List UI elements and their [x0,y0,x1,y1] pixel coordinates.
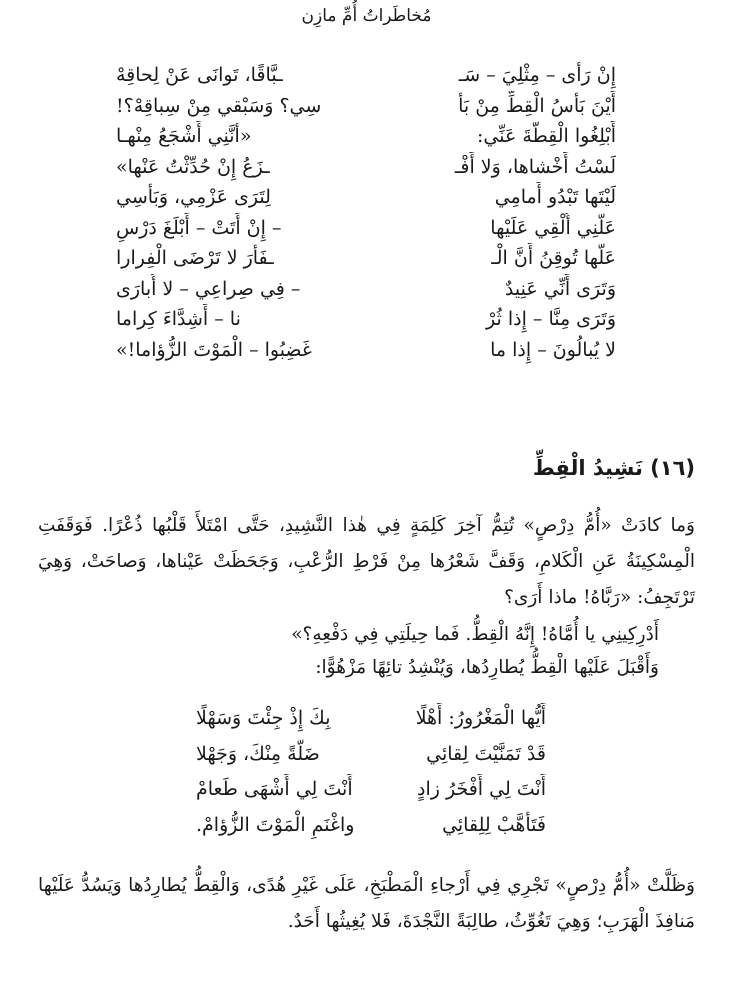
poem-cat-song [0,703,733,845]
verse [0,182,733,213]
verse-first-hemistich: لَسْتُ أَخْشاها، وَلا أَفْـ [454,155,616,178]
verse-first-hemistich: عَلَّها تُوقِنُ أَنَّ الْـ [491,247,616,269]
verse [0,152,733,183]
verse-second-hemistich: بِكَ إِذْ جِئْتَ وَسَهْلًا [196,707,331,729]
verse-second-hemistich: واغْنَمِ الْمَوْتَ الزُّؤامْ. [196,813,355,836]
running-header: مُخاطَراتُ أُمِّ مازِن [301,6,432,26]
verse-second-hemistich: ـزَعُ إِنْ حُدِّثْتُ عَنْها» [116,155,270,178]
verse-first-hemistich: أَيْنَ بَأْسُ الْقِطِّ مِنْ بَأْ [458,94,616,117]
verse-first-hemistich: لا يُبالُونَ – إِذا ما [490,338,616,361]
verse-first-hemistich: أَبْلِغُوا الْقِطَّةَ عَنِّي: [477,125,616,147]
verse-first-hemistich: وَتَرَى مِنَّا – إِذا ثُرْ [486,308,616,330]
verse-second-hemistich: غَضِبُوا – الْمَوْتَ الزُّؤاما!» [116,338,312,361]
paragraph: وَظَلَّتْ «أُمُّ دِرْصٍ» تَجْرِي فِي أَرْجاءِ الْمَطْبَخِ، عَلَى غَيْرِ هُدًى، وَالْقِطُّ يُطارِدُها وَيَسُدُّ عَلَيْها مَنافِذَ الْهَرَبِ؛ وَهِيَ تَغُوِّثُ، طالِبَةً النَّجْدَةَ، فَلا يُغِيثُها أَحَدٌ. [38,875,695,932]
verse-first-hemistich: إِنْ رَأى – مِثْلِيَ – سَـ [458,64,616,86]
verse-second-hemistich: – إِنْ أَتَتْ – أَبْلَغَ دَرْسِ [116,216,282,239]
verse [0,774,733,810]
verse-first-hemistich: عَلَّنِي أُلْقِي عَلَيْها [490,216,616,239]
dialogue-line: وَأَقْبَلَ عَلَيْها الْقِطُّ يُطارِدُها، وَيُنْشِدُ تائِهًا مَزْهُوًّا: [315,657,659,678]
poem-mouse-boast [0,60,733,365]
verse-second-hemistich: أَنْتَ لِي أَشْهَى طَعامْ [196,778,353,800]
verse [0,739,733,775]
verse [0,60,733,91]
verse [0,335,733,366]
paragraph: وَما كادَتْ «أُمُّ دِرْصٍ» تُتِمُّ آخِرَ كَلِمَةٍ فِي هٰذا النَّشِيدِ، حَتَّى امْتَلأَ قَلْبُها ذُعْرًا. فَوَقَفَتِ الْمِسْكِينَةُ عَنِ الْكَلامِ، وَقَفَّ شَعْرُها مِنْ فَرْطِ الرُّعْبِ، وَجَحَظَتْ عَيْناها، وَصاحَتْ، وَهِيَ تَرْتَجِفُ: «رَبَّاهُ! ماذا أَرَى؟ [38,515,695,608]
verse-second-hemistich: نا – أَشِدَّاءَ كِراما [116,308,241,330]
verse-second-hemistich: «أنَّنِي أَشْجَعُ مِنْهـا [116,125,252,147]
verse-first-hemistich: وَتَرَى أَنِّي عَنِيدٌ [504,277,616,300]
verse [0,243,733,274]
verse-second-hemistich: ضَلَّةً مِنْكَ، وَجَهْلا [196,742,320,765]
verse [0,213,733,244]
section-title: (١٦) نَشِيدُ الْقِطِّ [532,456,695,480]
verse-second-hemistich: ـبَّاقًا، تَوانَى عَنْ لِحاقِهْ [116,64,283,86]
verse-first-hemistich: قَدْ تَمَنَّيْتَ لِقائِي [426,742,546,765]
dialogue-lines [39,618,659,684]
verse-second-hemistich: – فِي صِراعِي – لا أُبارَى [116,277,301,300]
verse-first-hemistich: فَتَأَهَّبْ لِلِقائِي [442,813,546,836]
verse-first-hemistich: أَيُّها الْمَغْرُورُ: أَهْلًا [415,707,546,729]
verse [0,274,733,305]
verse [0,703,733,739]
verse-second-hemistich: لِتَرَى عَزْمِي، وَبَأْسِي [116,186,271,208]
verse [0,304,733,335]
verse [0,91,733,122]
verse-second-hemistich: سِي؟ وَسَبْقي مِنْ سِباقِهْ؟! [116,94,322,117]
verse-first-hemistich: أَنْتَ لِي أَفْخَرُ زادٍ [417,778,546,800]
verse-second-hemistich: ـفَأْرَ لا تَرْضَى الْفِرارا [116,247,274,269]
verse [0,121,733,152]
verse-first-hemistich: لَيْتَها تَبْدُو أَمامِي [494,186,616,208]
verse [0,810,733,846]
dialogue-line: أَدْرِكِينِي يا أُمَّاهُ! إِنَّهُ الْقِطُّ. فَما حِيلَتِي فِي دَفْعِهِ؟» [291,624,659,645]
